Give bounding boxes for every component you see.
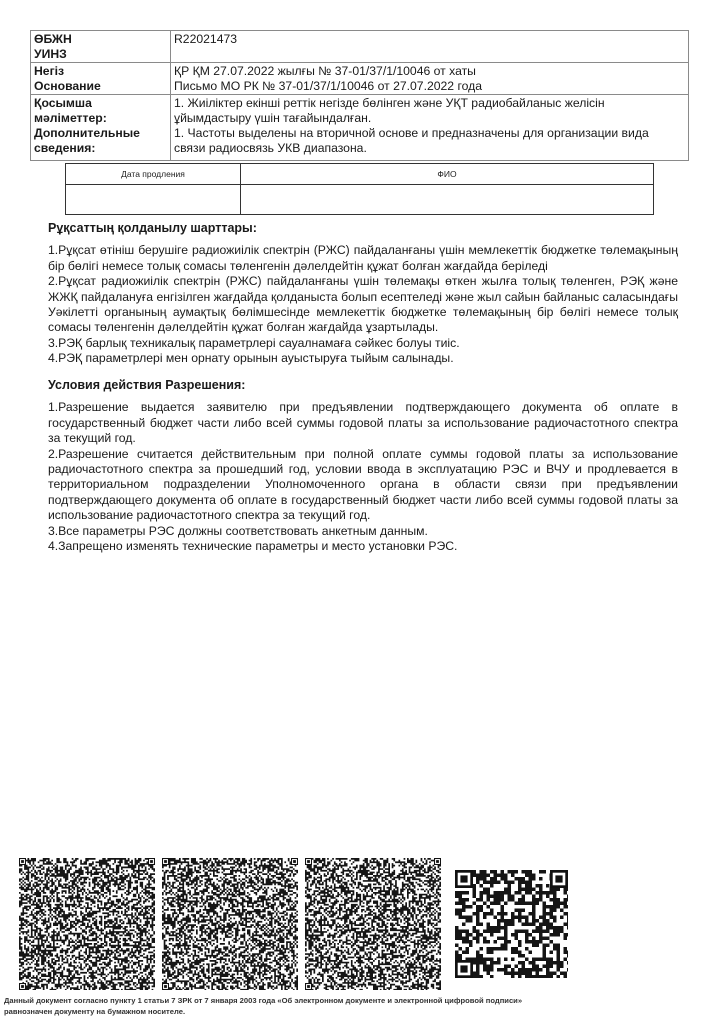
condition-item: 1.Разрешение выдается заявителю при предъявлении подтверждающего документа об оплате в государственный бюджет части либо всей суммы годовой платы за использование радиочастотного спектра за текущий год. — [48, 400, 678, 446]
datamatrix-code-icon — [305, 858, 441, 990]
label-kz: ӨБЖН — [34, 32, 72, 46]
section-title: Рұқсаттың қолданылу шарттары: — [48, 221, 257, 235]
label-ru: сведения: — [34, 141, 96, 155]
footer-line: Данный документ согласно пункту 1 статьи 7 ЗРК от 7 января 2003 года «Об электронном документе и электронной цифровой подписи» — [4, 996, 523, 1005]
row-value — [171, 63, 689, 95]
table-row-uinz — [31, 31, 689, 63]
renewal-header-row — [66, 164, 654, 185]
condition-item: 4.РЭҚ параметрлері мен орнату орынын ауыстыруға тыйым салынады. — [48, 351, 454, 366]
label-ru: УИНЗ — [34, 47, 67, 61]
basis-ru: Письмо МО РК № 37-01/37/1/10046 от 27.07.2022 года — [174, 79, 483, 93]
row-label — [31, 31, 171, 63]
condition-item: 3.Все параметры РЭС должны соответствовать анкетным данным. — [48, 523, 428, 538]
condition-item: 1.Рұқсат өтініш берушіге радиожиілік спектрін (РЖС) пайдаланғаны үшін мемлекеттік бюджетке төлемақының бір бөлігі немесе толық сомасы төленгенін дәлелдейтін құжат болған жағдайда беріледі — [48, 243, 678, 273]
condition-item: 2.Рұқсат радиожиілік спектрін (РЖС) пайдаланғаны үшін төлемақы өткен жылға толық төленген, РЭҚ және ЖЖҚ пайдалануға енгізілген жағдайда қолданыста болып есептеледі және жыл сайын байланыс саласындағы Уәкілетті органының аумақтық бөлімшесінде мемлекеттік бюджетке төлемақының бір бөлігі немесе толық сомасы төленгенін дәлелдейтін құжат болған жағдайда ұзартылады. — [48, 274, 678, 335]
table-row-basis — [31, 63, 689, 95]
label-kz: Негіз — [34, 64, 65, 78]
footer-line: равнозначен документу на бумажном носителе. — [4, 1007, 186, 1016]
condition-item: 3.РЭҚ барлық техникалық параметрлері сауалнамаға сәйкес болуы тиіс. — [48, 335, 460, 350]
additional-kz: 1. Жиіліктер екінші реттік негізде бөлінген және УҚТ радиобайланыс желісін — [174, 96, 605, 110]
legal-footer — [4, 995, 522, 1017]
row-label — [31, 63, 171, 95]
basis-kz: ҚР ҚМ 27.07.2022 жылғы № 37-01/37/1/10046 от хаты — [174, 64, 476, 78]
renewal-date-cell — [66, 185, 241, 215]
qr-code-icon — [455, 870, 568, 978]
permit-number: R22021473 — [174, 32, 238, 46]
label-ru: Дополнительные — [34, 126, 140, 140]
renewal-table — [65, 163, 654, 215]
row-value — [171, 31, 689, 63]
datamatrix-code-icon — [19, 858, 155, 990]
table-row-additional — [31, 95, 689, 161]
row-value — [171, 95, 689, 161]
conditions-kz-section — [48, 221, 678, 367]
row-label — [31, 95, 171, 161]
additional-ru: связи радиосвязь УКВ диапазона. — [174, 141, 367, 155]
full-name-cell — [241, 185, 654, 215]
label-kz: Қосымша — [34, 96, 92, 110]
permit-info-table — [30, 30, 689, 161]
condition-item: 2.Разрешение считается действительным при полной оплате суммы годовой платы за использование радиочастотного спектра за прошедший год, условии ввода в эксплуатацию РЭС и ВЧУ и продлевается в территориальном подразделении Уполномоченного органа в области связи при предъявлении подтверждающего документа об оплате в государственный бюджет части либо всей суммы годовой платы за использование радиочастотного спектра за текущий год. — [48, 446, 678, 523]
additional-ru: 1. Частоты выделены на вторичной основе и предназначены для организации вида — [174, 126, 649, 140]
header-full-name: ФИО — [241, 164, 654, 185]
label-ru: Основание — [34, 79, 101, 93]
additional-kz: ұйымдастыру үшін тағайындалған. — [174, 111, 372, 125]
table-row — [66, 185, 654, 215]
header-renewal-date: Дата продления — [66, 164, 241, 185]
datamatrix-code-icon — [162, 858, 298, 990]
section-title: Условия действия Разрешения: — [48, 378, 246, 392]
label-kz: мәліметтер: — [34, 111, 107, 125]
conditions-ru-section — [48, 378, 678, 554]
condition-item: 4.Запрещено изменять технические параметры и место установки РЭС. — [48, 539, 458, 554]
